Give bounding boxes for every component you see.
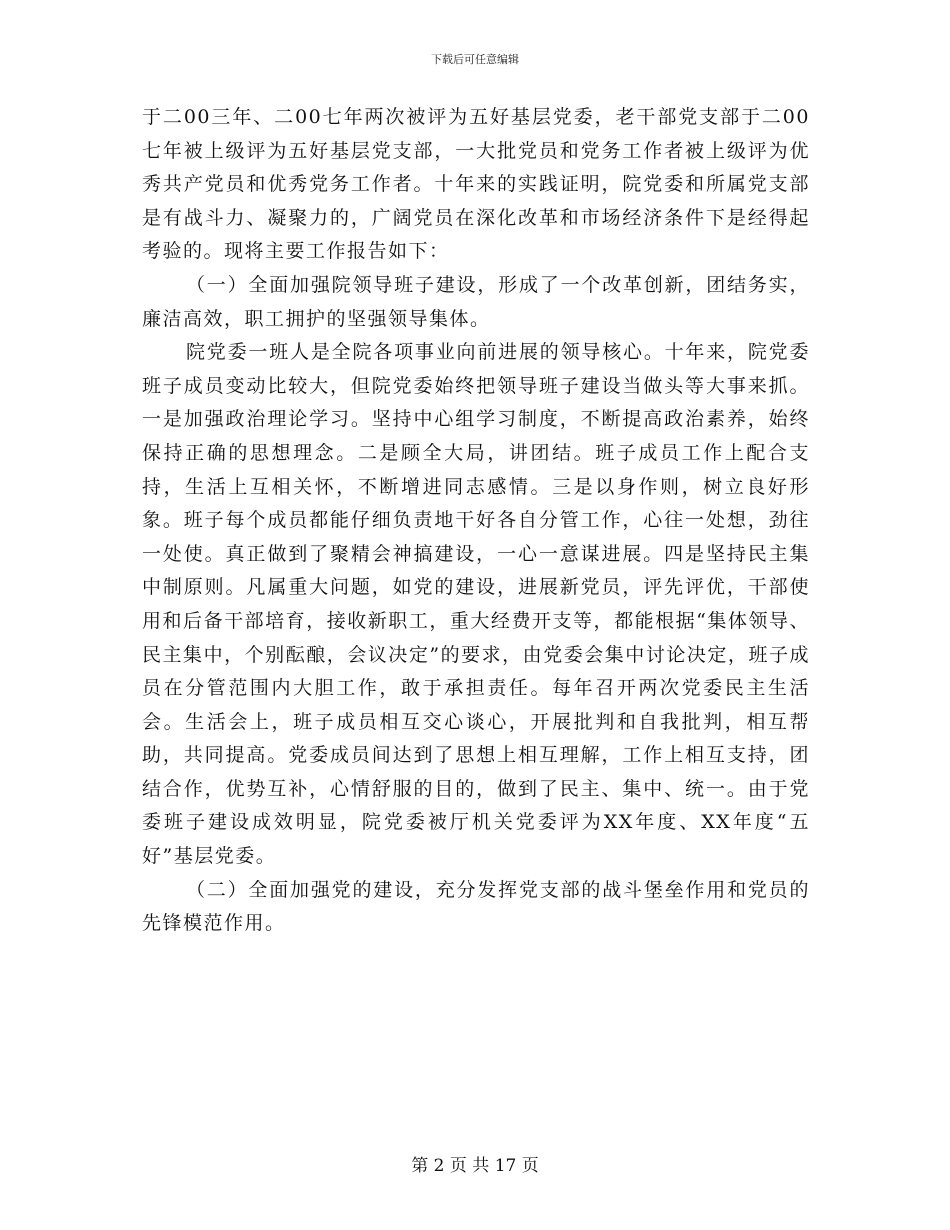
page-footer: 第 2 页 共 17 页 xyxy=(411,1156,539,1176)
page-header: 下载后可任意编辑 xyxy=(431,53,519,66)
paragraph-continuation: 于二00三年、二00七年两次被评为五好基层党委，老干部党支部于二00七年被上级评为五好基层党支部，一大批党员和党务工作者被上级评为优秀共产党员和优秀党务工作者。十年来的实践证明，院党委和所属党支部是有战斗力、凝聚力的，广阔党员在深化改革和市场经济条件下是经得起考验的。现将主要工作报告如下： xyxy=(142,106,810,263)
section-heading-one: （一）全面加强院领导班子建设，形成了一个改革创新，团结务实，廉洁高效，职工拥护的坚强领导集体。 xyxy=(142,273,810,330)
paragraph-leadership: 院党委一班人是全院各项事业向前进展的领导核心。十年来，院党委班子成员变动比较大，但院党委始终把领导班子建设当做头等大事来抓。一是加强政治理论学习。坚持中心组学习制度，不断提高政治素养，始终保持正确的思想理念。二是顾全大局，讲团结。班子成员工作上配合支持，生活上互相关怀，不断增进同志感情。三是以身作则，树立良好形象。班子每个成员都能仔细负责地干好各自分管工作，心往一处想，劲往一处使。真正做到了聚精会神搞建设，一心一意谋进展。四是坚持民主集中制原则。凡属重大问题，如党的建设，进展新党员，评先评优，干部使用和后备干部培育，接收新职工，重大经费开支等，都能根据“集体领导、民主集中，个别酝酿，会议决定”的要求，由党委会集中讨论决定，班子成员在分管范围内大胆工作，敢于承担责任。每年召开两次党委民主生活会。生活会上，班子成员相互交心谈心，开展批判和自我批判，相互帮助，共同提高。党委成员间达到了思想上相互理解，工作上相互支持，团结合作，优势互补，心情舒服的目的，做到了民主、集中、统一。由于党委班子建设成效明显，院党委被厅机关党委评为XX年度、XX年度“五好”基层党委。 xyxy=(142,341,810,868)
section-heading-two: （二）全面加强党的建设，充分发挥党支部的战斗堡垒作用和党员的先锋模范作用。 xyxy=(142,878,810,935)
document-body xyxy=(142,101,810,941)
